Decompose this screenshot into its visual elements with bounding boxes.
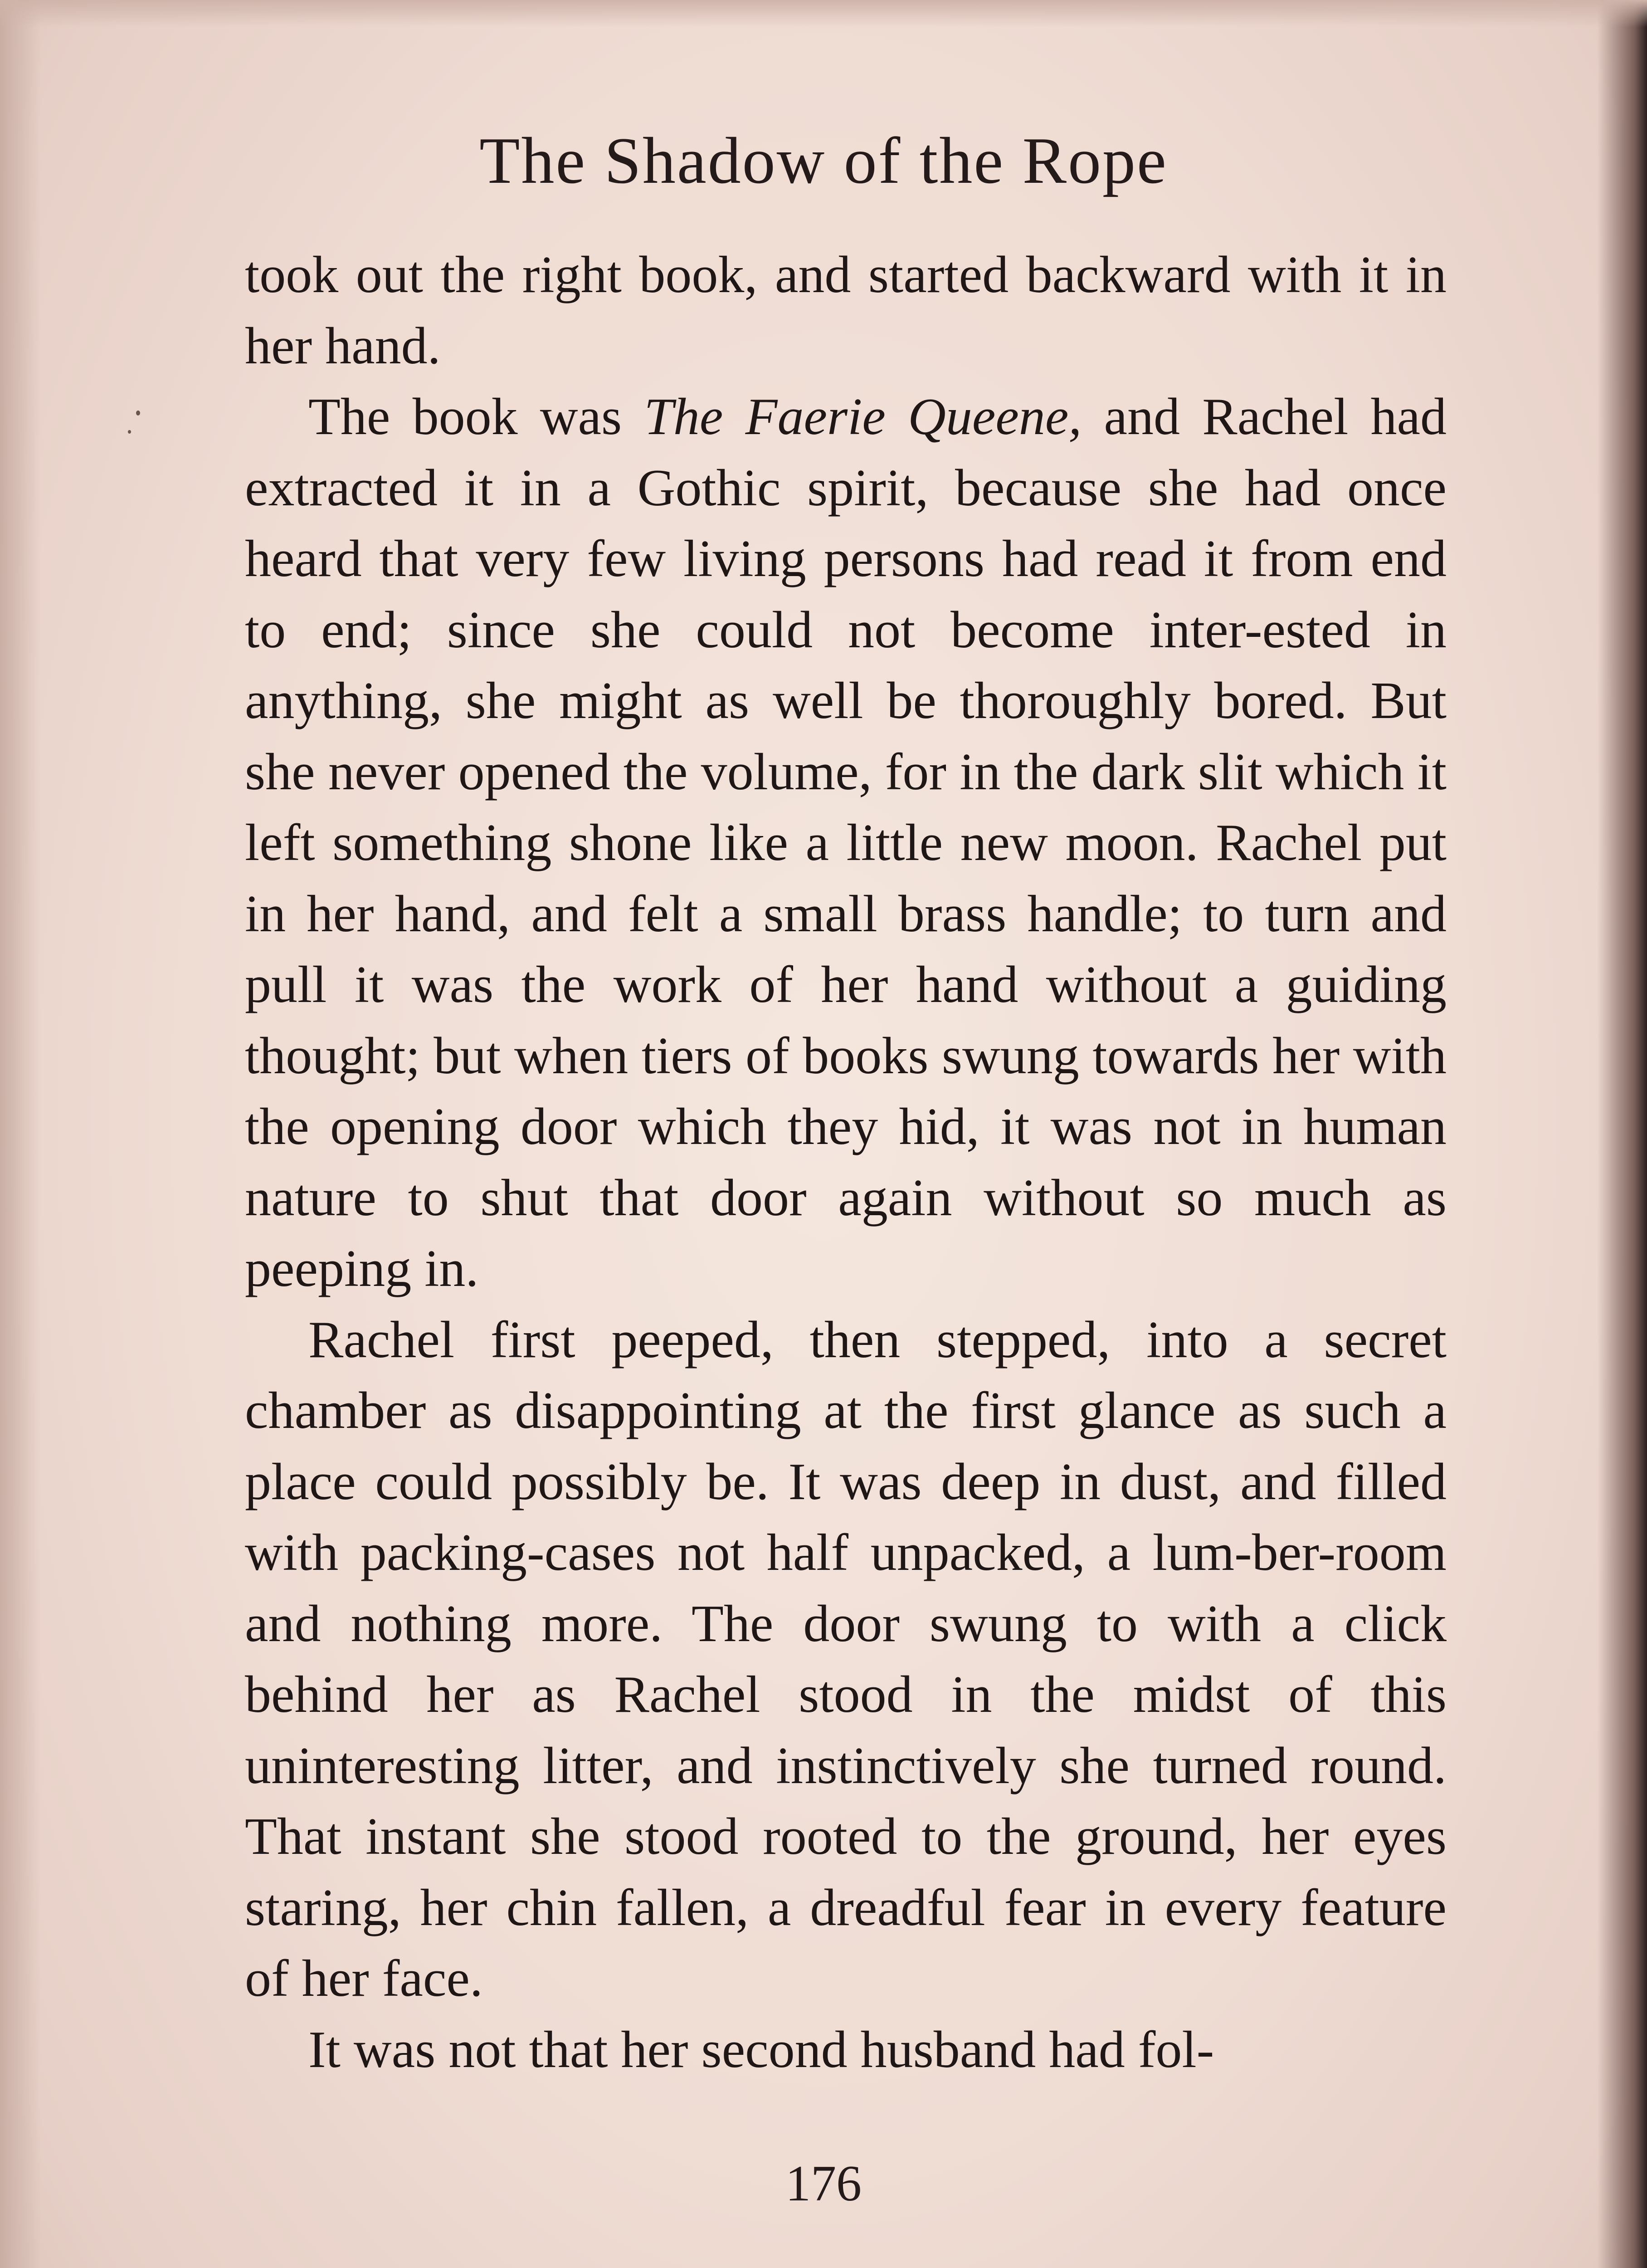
page-top-edge <box>0 0 1647 27</box>
paragraph <box>245 1305 1447 2014</box>
paragraph-text: Rachel first peeped, then stepped, into a secret chamber as disappointing at the first glance as such a place could possibly be. It was deep in dust, and filled with packing-cases not half unpacked, a lum-ber-room and nothing more. The door swung to with a click behind her as Rachel stood in the midst of this uninteresting litter, and instinctively she turned round. That instant she stood rooted to the ground, her eyes staring, her chin fallen, a dreadful fear in every feature of her face. <box>245 1310 1447 2008</box>
page-left-edge <box>0 0 41 2268</box>
page-number: 176 <box>785 2156 862 2212</box>
body-text <box>245 240 1447 2085</box>
book-title-italic: The Faerie Queene, <box>644 388 1082 446</box>
paragraph-text: It was not that her second husband had fol- <box>308 2020 1214 2079</box>
paragraph <box>245 381 1447 1305</box>
paper-speck <box>136 411 140 415</box>
paragraph <box>245 240 1447 381</box>
paragraph-text: The book was <box>308 388 644 446</box>
paragraph <box>245 2014 1447 2086</box>
running-head: The Shadow of the Rope <box>479 124 1168 197</box>
paragraph-text: took out the right book, and started backward with it in her hand. <box>245 246 1447 375</box>
paper-speck <box>128 430 131 434</box>
paragraph-text: and Rachel had extracted it in a Gothic spirit, because she had once heard that very few living persons had read it from end to end; since she could not become inter-ested in anything, she might as well be thoroughly bored. But she never opened the volume, for in the dark slit which it left something shone like a little new moon. Rachel put in her hand, and felt a small brass handle; to turn and pull it was the work of her hand without a guiding thought; but when tiers of books swung towards her with the opening door which they hid, it was not in human nature to shut that door again without so much as peeping in. <box>245 388 1447 1298</box>
page-right-edge <box>1597 0 1647 2268</box>
